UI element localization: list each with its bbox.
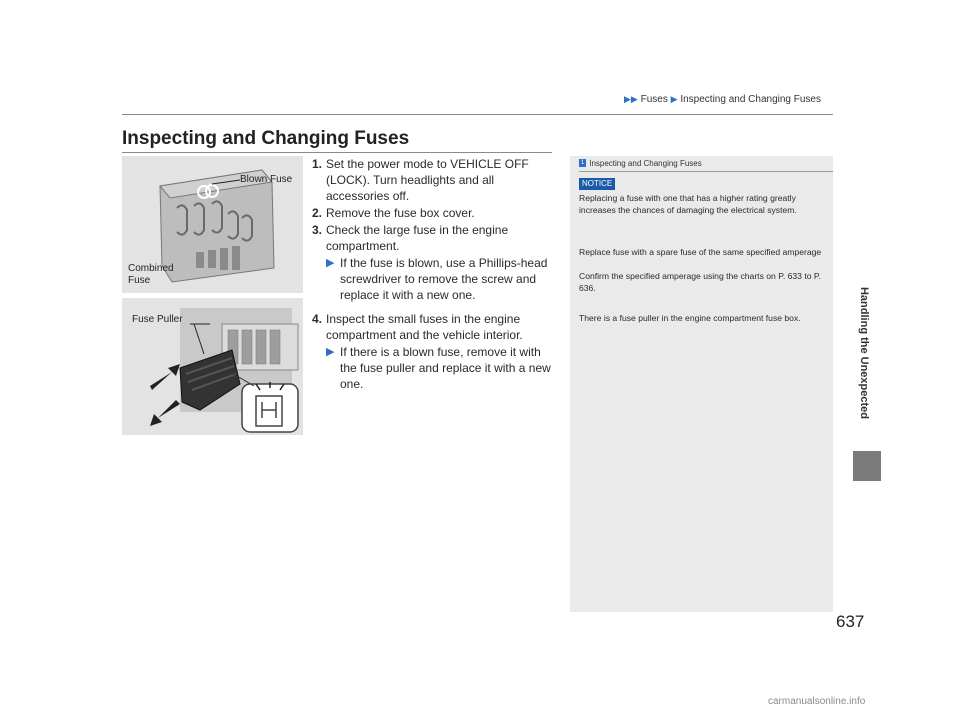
- blown-fuse-label: Blown Fuse: [240, 174, 293, 185]
- chapter-side-label: [857, 255, 871, 450]
- note-rule: [579, 171, 833, 172]
- note-paragraph-3: There is a fuse puller in the engine compartment fuse box.: [579, 313, 801, 323]
- arrow-icon: ▶: [326, 346, 335, 358]
- note-paragraph-2b: Confirm the specified amperage using the charts on P. 633 to P. 636.: [579, 271, 821, 293]
- step-text: Inspect the small fuses in the engine compartment and the vehicle interior.: [326, 312, 523, 342]
- substep-text: If the fuse is blown, use a Phillips-head screwdriver to remove the screw and replace it with a new one.: [340, 256, 548, 302]
- step-1: [312, 156, 558, 204]
- step-3: [312, 222, 558, 254]
- chapter-label-text: Handling the Unexpected: [858, 286, 870, 419]
- step-number: 2.: [312, 206, 323, 220]
- breadcrumb-inspecting[interactable]: Inspecting and Changing Fuses: [680, 94, 821, 105]
- reference-icon: 1: [580, 160, 585, 166]
- arrow-icon: ▶: [670, 94, 678, 104]
- step-2: [312, 205, 558, 221]
- breadcrumb: [624, 94, 821, 105]
- fuse-puller-figure: [122, 298, 303, 435]
- combined-fuse-label-2: Fuse: [128, 275, 151, 286]
- combined-fuse-label-1: Combined: [128, 263, 174, 274]
- step-number: 3.: [312, 223, 323, 237]
- combined-fuse-figure: [122, 156, 303, 293]
- step-text: Set the power mode to VEHICLE OFF (LOCK). Turn headlights and all accessories off.: [326, 157, 529, 203]
- section-title: Inspecting and Changing Fuses: [122, 128, 410, 149]
- chapter-tab[interactable]: [853, 451, 881, 481]
- steps-list: [312, 156, 558, 392]
- note-panel: [570, 156, 833, 612]
- step-text: Check the large fuse in the engine compartment.: [326, 223, 509, 253]
- watermark: carmanualsonline.info: [768, 696, 866, 707]
- title-rule: [122, 152, 552, 153]
- step-4: [312, 311, 558, 343]
- note-paragraph-1: Replacing a fuse with one that has a higher rating greatly increases the chances of damaging the electrical system.: [579, 193, 797, 215]
- step-3-substep: [312, 255, 558, 303]
- note-title: Inspecting and Changing Fuses: [589, 159, 702, 168]
- step-number: 4.: [312, 312, 323, 326]
- step-number: 1.: [312, 157, 323, 171]
- double-arrow-icon: ▶▶: [624, 94, 638, 104]
- notice-badge: NOTICE: [579, 178, 615, 190]
- note-paragraph-2a: Replace fuse with a spare fuse of the same specified amperage: [579, 247, 822, 257]
- page-number: 637: [836, 612, 865, 631]
- step-4-substep: [312, 344, 558, 392]
- substep-text: If there is a blown fuse, remove it with the fuse puller and replace it with a new one.: [340, 345, 551, 391]
- breadcrumb-fuses[interactable]: Fuses: [640, 94, 668, 105]
- header-rule: [122, 114, 833, 115]
- note-heading[interactable]: [579, 159, 702, 168]
- arrow-icon: ▶: [326, 257, 335, 269]
- fuse-puller-label: Fuse Puller: [132, 314, 183, 325]
- step-text: Remove the fuse box cover.: [326, 206, 475, 220]
